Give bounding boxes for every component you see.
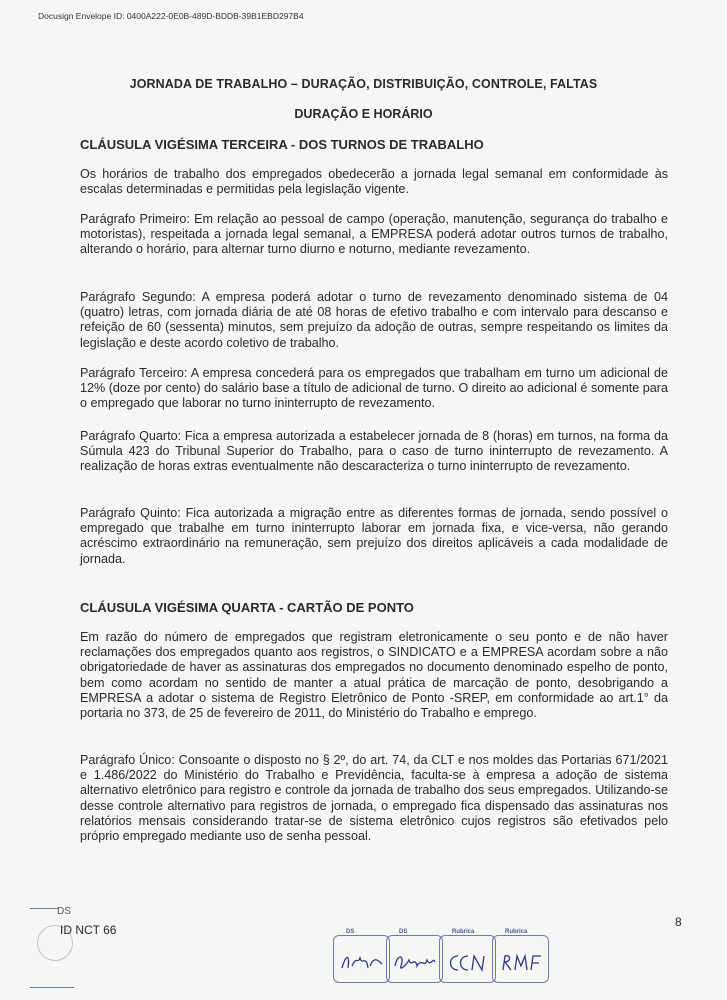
clause-23-paragraph-4: Parágrafo Quarto: Fica a empresa autorizada a estabelecer jornada de 8 (horas) em turnos, na forma da Súmula 423 do Tribunal Superior do Trabalho, para o caso de turno ininterrupto de revezamento. A realização de horas extras eventualmente não descaracteriza o turno ininterrupto de revezamento. xyxy=(80,429,668,474)
section-title: JORNADA DE TRABALHO – DURAÇÃO, DISTRIBUIÇÃO, CONTROLE, FALTAS xyxy=(129,77,598,91)
initials-edsp-signature xyxy=(338,946,386,976)
ds-label: DS xyxy=(57,906,71,917)
envelope-id: Docusign Envelope ID: 0400A222-0E0B-489D-BDDB-39B1EBD297B4 xyxy=(38,11,304,21)
initials-box-ccn xyxy=(439,929,496,983)
clause-23-paragraph-1: Parágrafo Primeiro: Em relação ao pessoal de campo (operação, manutenção, segurança do trabalho e motoristas), respeitada a jornada legal semanal, a EMPRESA poderá adotar outros turnos de trabalho, alterando o horário, para alternar turno diurno e noturno, mediante revezamento. xyxy=(80,212,668,257)
section-subtitle: DURAÇÃO E HORÁRIO xyxy=(294,107,433,121)
box-caption: DS xyxy=(399,929,408,935)
clause-23-paragraph-5: Parágrafo Quinto: Fica autorizada a migração entre as diferentes formas de jornada, sendo possível o empregado que trabalhe em turno ininterrupto laborar em jornada fixa, e vice-versa, não gerando acréscimo extraordinário na remuneração, sem prejuízo dos direitos aplicáveis a cada modalidade de jornada. xyxy=(80,506,668,566)
clause-23-intro: Os horários de trabalho dos empregados obedecerão a jornada legal semanal em conformidade às escalas determinadas e permitidas pela legislação vigente. xyxy=(80,167,668,197)
clause-23-heading: CLÁUSULA VIGÉSIMA TERCEIRA - DOS TURNOS DE TRABALHO xyxy=(80,137,484,152)
initials-rmf-signature xyxy=(497,946,545,976)
initials-ccn-signature xyxy=(444,946,492,976)
page-number: 8 xyxy=(675,915,682,929)
initials-box-gmpj xyxy=(386,929,443,983)
initials-box-edsp xyxy=(333,929,390,983)
signature-stroke xyxy=(30,908,58,909)
box-caption: Rubrica xyxy=(505,929,528,935)
box-caption: DS xyxy=(346,929,355,935)
initials-gmpj-signature xyxy=(391,946,439,976)
box-caption: Rubrica xyxy=(452,929,475,935)
clause-24-intro: Em razão do número de empregados que registram eletronicamente o seu ponto e de não haver reclamações dos empregados quanto aos registros, o SINDICATO e a EMPRESA acordam sobre a não obrigatoriedade de haver as assinaturas dos empregados no documento denominado espelho de ponto, bem como acordam no sentido de manter a atual prática de marcação de ponto, desobrigando a EMPRESA a adotar o sistema de Registro Eletrônico de Ponto -SREP, em conformidade ao art.1° da portaria no 373, de 25 de fevereiro de 2011, do Ministério do Trabalho e emprego. xyxy=(80,630,668,721)
initials-box-rmf xyxy=(492,929,549,983)
footer-id: ID NCT 66 xyxy=(60,923,117,937)
clause-23-paragraph-3: Parágrafo Terceiro: A empresa concederá para os empregados que trabalham em turno um adicional de 12% (doze por cento) do salário base a título de adicional de turno. O direito ao adicional é somente para o empregado que laborar no turno ininterrupto de revezamento. xyxy=(80,366,668,411)
clause-24-paragraph-unico: Parágrafo Único: Consoante o disposto no § 2º, do art. 74, da CLT e nos moldes das Portarias 671/2021 e 1.486/2022 do Ministério do Trabalho e Previdência, faculta-se à empresa a adoção de sistema alternativo eletrônico para registro e controle da jornada de trabalho dos seus empregados. Utilizando-se desse controle alternativo para registros de jornada, o empregado fica dispensado das assinaturas nos relatórios mensais considerando tratar-se de sistema eletrônico cujos registros são efetivados pelo próprio empregado mediante uso de senha pessoal. xyxy=(80,753,668,844)
clause-23-paragraph-2: Parágrafo Segundo: A empresa poderá adotar o turno de revezamento denominado sistema de 04 (quatro) letras, com jornada diária de até 08 horas de efetivo trabalho e com intervalo para descanso e refeição de 60 (sessenta) minutos, sem prejuízo da adoção de outras, sempre respeitando os limites da legislação e deste acordo coletivo de trabalho. xyxy=(80,290,668,350)
signature-underline xyxy=(30,987,74,988)
clause-24-heading: CLÁUSULA VIGÉSIMA QUARTA - CARTÃO DE PONTO xyxy=(80,600,414,615)
